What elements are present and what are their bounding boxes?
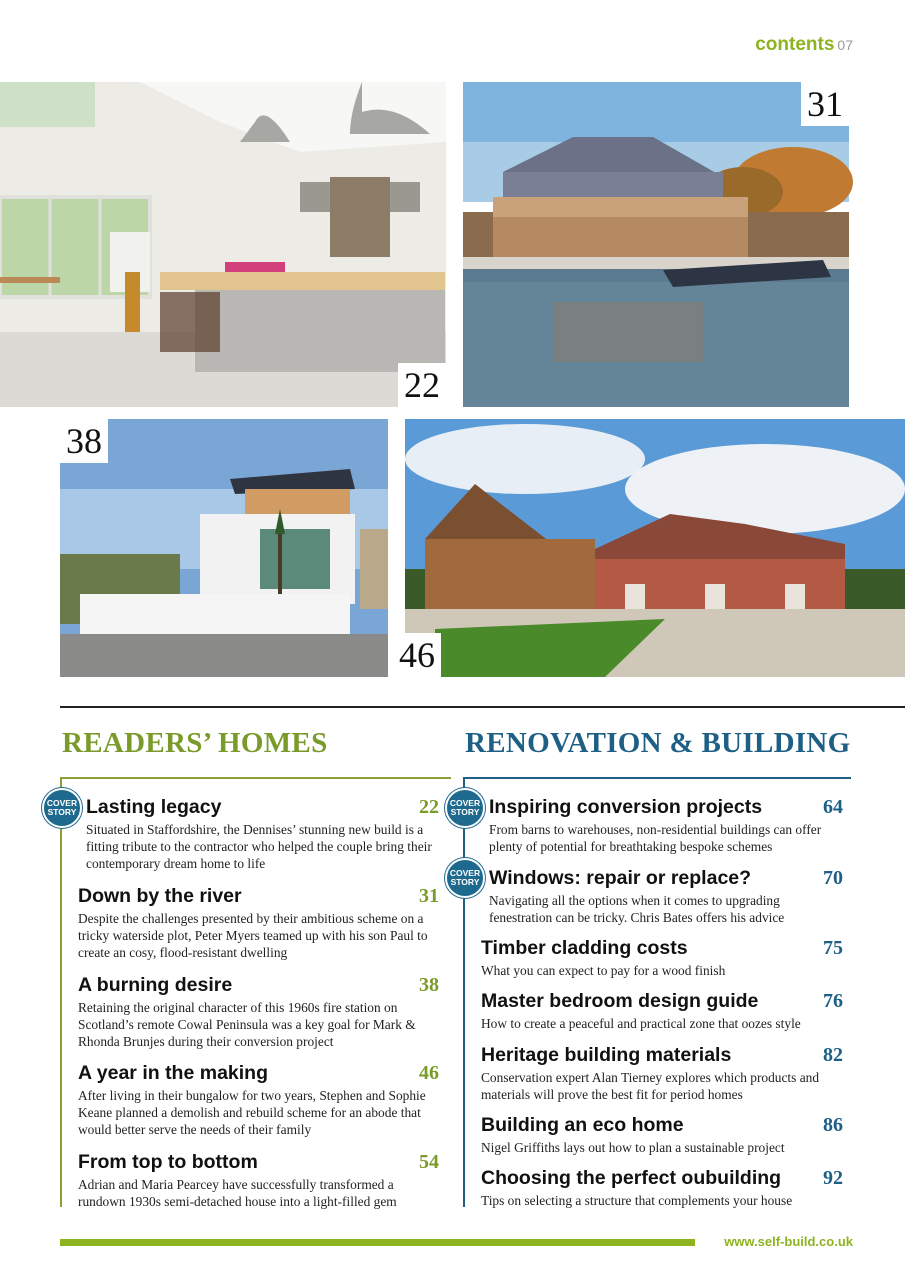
photo-page-number: 31 bbox=[801, 82, 849, 126]
list-item[interactable] bbox=[78, 884, 441, 961]
cover-story-badge: COVER STORY bbox=[445, 858, 485, 898]
article-page: 82 bbox=[823, 1044, 843, 1066]
article-summary: Nigel Griffiths lays out how to plan a sustainable project bbox=[481, 1140, 785, 1155]
list-item[interactable] bbox=[78, 1150, 441, 1210]
article-page: 31 bbox=[419, 885, 439, 907]
article-page: 54 bbox=[419, 1151, 439, 1173]
article-title: Timber cladding costs bbox=[481, 937, 688, 959]
photo-page-number: 46 bbox=[393, 633, 441, 677]
article-title: Inspiring conversion projects bbox=[489, 796, 763, 818]
footer-bar bbox=[60, 1239, 695, 1246]
list-item[interactable] bbox=[481, 1043, 845, 1103]
list-item[interactable] bbox=[489, 795, 845, 855]
article-title: Choosing the perfect oubuilding bbox=[481, 1167, 782, 1189]
photo-page-number: 38 bbox=[60, 419, 108, 463]
article-page: 86 bbox=[823, 1114, 843, 1136]
article-summary: What you can expect to pay for a wood finish bbox=[481, 963, 726, 978]
photo-fire-station[interactable] bbox=[60, 419, 388, 677]
article-summary: After living in their bungalow for two years, Stephen and Sophie Keane planned a demolish and rebuild scheme for an abode that would better serve the needs of their family bbox=[78, 1088, 426, 1137]
list-item[interactable] bbox=[481, 1166, 845, 1209]
article-title: Windows: repair or replace? bbox=[489, 867, 752, 889]
article-summary: Despite the challenges presented by their ambitious scheme on a tricky waterside plot, Peter Myers teamed up with his son Paul to create an cosy, flood-resistant dwelling bbox=[78, 911, 428, 960]
article-title: A year in the making bbox=[78, 1062, 269, 1084]
photo-brick-house[interactable] bbox=[399, 419, 905, 677]
readers-homes-list bbox=[46, 777, 451, 1209]
article-page: 22 bbox=[419, 796, 439, 818]
article-page: 70 bbox=[823, 867, 843, 889]
article-summary: Conservation expert Alan Tierney explores which products and materials will prove the best fit for period homes bbox=[481, 1070, 820, 1102]
article-page: 46 bbox=[419, 1062, 439, 1084]
article-page: 38 bbox=[419, 974, 439, 996]
article-summary: Situated in Staffordshire, the Dennises’ stunning new build is a fitting tribute to the contractor who helped the couple bring their contemporary dream home to life bbox=[86, 822, 432, 871]
article-summary: Retaining the original character of this 1960s fire station on Scotland’s remote Cowal Peninsula was a key goal for Mark & Rhonda Brunjes during their conversion project bbox=[78, 1000, 416, 1049]
article-summary: Tips on selecting a structure that complements your house bbox=[481, 1193, 793, 1208]
article-summary: From barns to warehouses, non-residential buildings can offer plenty of potential for breathtaking bespoke schemes bbox=[489, 822, 822, 854]
article-summary: Navigating all the options when it comes to upgrading fenestration can be tricky. Chris Bates offers his advice bbox=[489, 893, 785, 925]
list-item[interactable] bbox=[489, 866, 845, 926]
article-title: Building an eco home bbox=[481, 1114, 684, 1136]
list-item[interactable] bbox=[481, 936, 845, 979]
cover-story-badge: COVER STORY bbox=[445, 788, 485, 828]
cover-story-badge: COVER STORY bbox=[42, 788, 82, 828]
article-page: 64 bbox=[823, 796, 843, 818]
article-title: Heritage building materials bbox=[481, 1044, 732, 1066]
article-title: Down by the river bbox=[78, 885, 242, 907]
article-summary: How to create a peaceful and practical zone that oozes style bbox=[481, 1016, 801, 1031]
website-link[interactable]: www.self-build.co.uk bbox=[724, 1234, 853, 1249]
section-title-renovation: RENOVATION & BUILDING bbox=[465, 727, 851, 759]
article-title: A burning desire bbox=[78, 974, 233, 996]
kitchen-image bbox=[0, 82, 446, 407]
article-title: From top to bottom bbox=[78, 1151, 258, 1173]
page-number: 07 bbox=[837, 37, 853, 53]
list-item[interactable] bbox=[481, 1113, 845, 1156]
list-item[interactable] bbox=[78, 1061, 441, 1138]
renovation-list bbox=[449, 777, 851, 1208]
section-label: contents bbox=[755, 34, 835, 55]
photo-kitchen[interactable] bbox=[0, 82, 446, 407]
list-item[interactable] bbox=[481, 989, 845, 1032]
article-title: Lasting legacy bbox=[86, 796, 222, 818]
list-item[interactable] bbox=[78, 973, 441, 1050]
riverside-image bbox=[463, 82, 849, 407]
photo-page-number: 22 bbox=[398, 363, 446, 407]
page-header bbox=[755, 34, 853, 56]
list-item[interactable] bbox=[86, 795, 441, 872]
brick-house-image bbox=[405, 419, 905, 677]
section-title-readers-homes: READERS’ HOMES bbox=[62, 727, 328, 759]
article-page: 75 bbox=[823, 937, 843, 959]
section-divider bbox=[60, 706, 905, 708]
photo-riverside[interactable] bbox=[463, 82, 849, 407]
fire-station-image bbox=[60, 419, 388, 677]
article-page: 76 bbox=[823, 990, 843, 1012]
article-summary: Adrian and Maria Pearcey have successfully transformed a rundown 1930s semi-detached house into a light-filled gem bbox=[78, 1177, 397, 1209]
article-title: Master bedroom design guide bbox=[481, 990, 759, 1012]
article-page: 92 bbox=[823, 1167, 843, 1189]
